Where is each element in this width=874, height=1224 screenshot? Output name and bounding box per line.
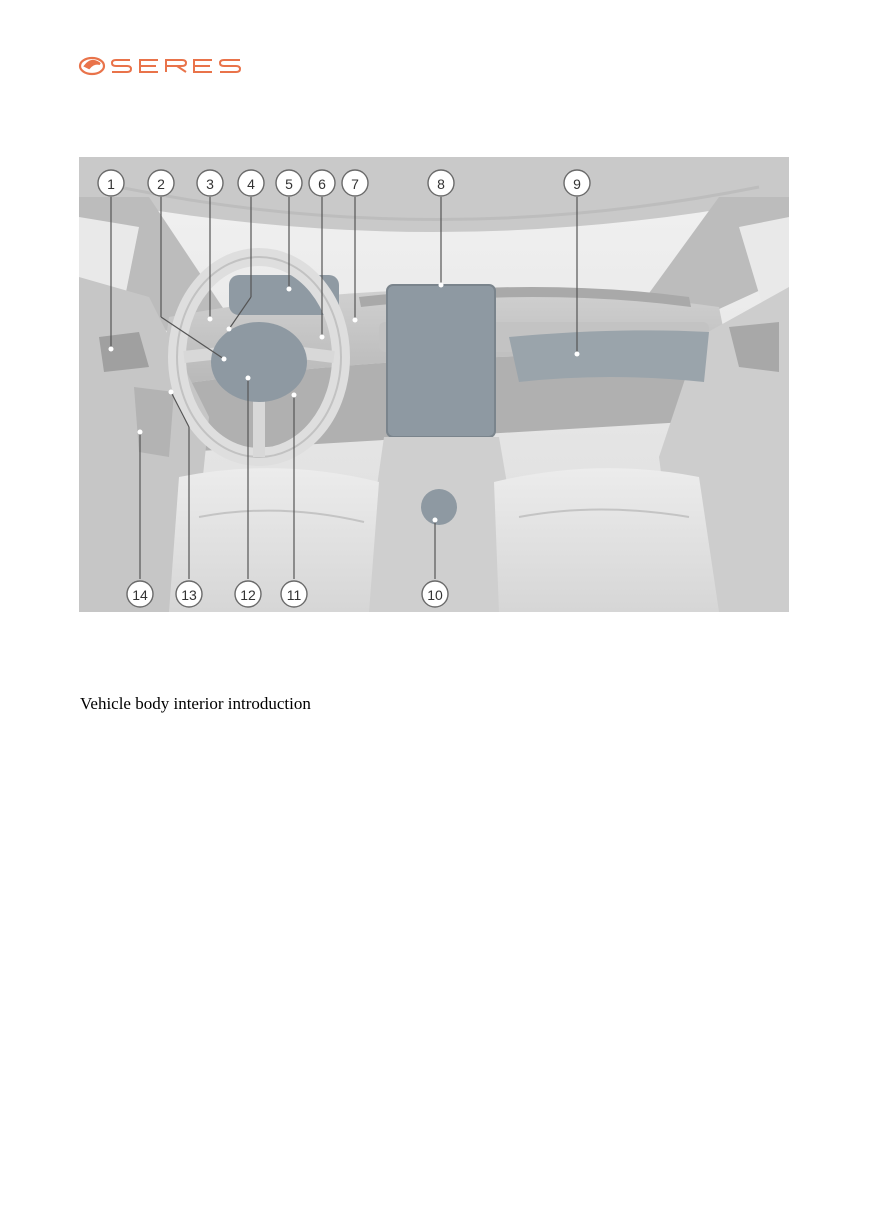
callout-9: [564, 170, 590, 196]
svg-text:13: 13: [181, 587, 197, 603]
svg-text:4: 4: [247, 176, 255, 192]
callout-3: [197, 170, 223, 196]
svg-text:11: 11: [286, 587, 302, 603]
svg-text:8: 8: [437, 176, 445, 192]
figure-caption: Vehicle body interior introduction: [80, 694, 311, 713]
callout-10: [422, 581, 448, 607]
svg-text:7: 7: [351, 176, 359, 192]
svg-text:1: 1: [107, 176, 115, 192]
svg-text:12: 12: [240, 587, 256, 603]
svg-text:14: 14: [132, 587, 148, 603]
callout-13: [176, 581, 202, 607]
callout-1: [98, 170, 124, 196]
svg-text:10: 10: [427, 587, 443, 603]
vehicle-interior-illustration-icon: [79, 157, 789, 612]
seres-logo-icon: [78, 52, 248, 80]
vehicle-interior-figure: [79, 157, 789, 612]
callout-2: [148, 170, 174, 196]
callout-8: [428, 170, 454, 196]
callout-14: [127, 581, 153, 607]
callout-4: [238, 170, 264, 196]
callout-7: [342, 170, 368, 196]
svg-text:9: 9: [573, 176, 581, 192]
svg-text:6: 6: [318, 176, 326, 192]
svg-text:3: 3: [206, 176, 214, 192]
callout-12: [235, 581, 261, 607]
seres-logo: [78, 52, 248, 80]
svg-text:2: 2: [157, 176, 165, 192]
callout-6: [309, 170, 335, 196]
callout-5: [276, 170, 302, 196]
callout-11: [281, 581, 307, 607]
svg-text:5: 5: [285, 176, 293, 192]
